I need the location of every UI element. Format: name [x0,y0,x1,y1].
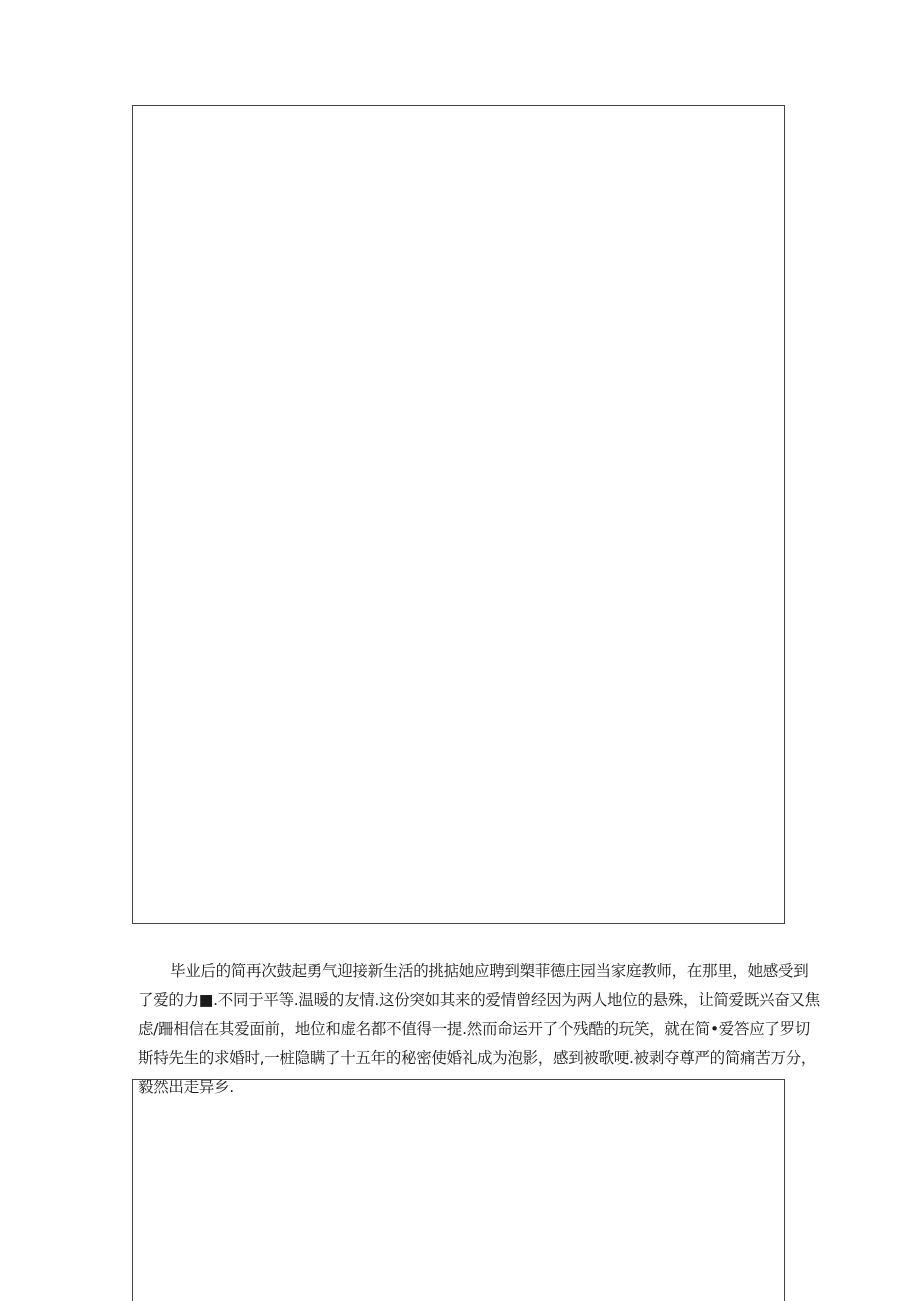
text-box-1 [132,105,785,924]
text-line: 斯特先生的求婚时,一桩隐瞒了十五年的秘密使婚礼成为泡影，感到被歌哽.被剥夺尊严的简痛苦万分， [138,1049,817,1067]
text-box-2 [132,1079,785,1301]
text-line: 毅然出走异乡. [138,1078,234,1096]
text-line: 毕业后的简再次鼓起勇气迎接新生活的挑掂她应聘到槊菲德庄园当家庭教师，在那里，她感受到 [170,962,809,980]
text-line: 了爱的力■.不同于平等.温暖的友情.这份突如其来的爱情曾经因为两人地位的悬殊，让简爱既兴奋又焦 [138,991,820,1009]
text-line: 虑/跚相信在其爱面前，地位和虚名都不值得一提.然而命运开了个残酷的玩笑，就在简•爱答应了罗切 [138,1020,810,1038]
